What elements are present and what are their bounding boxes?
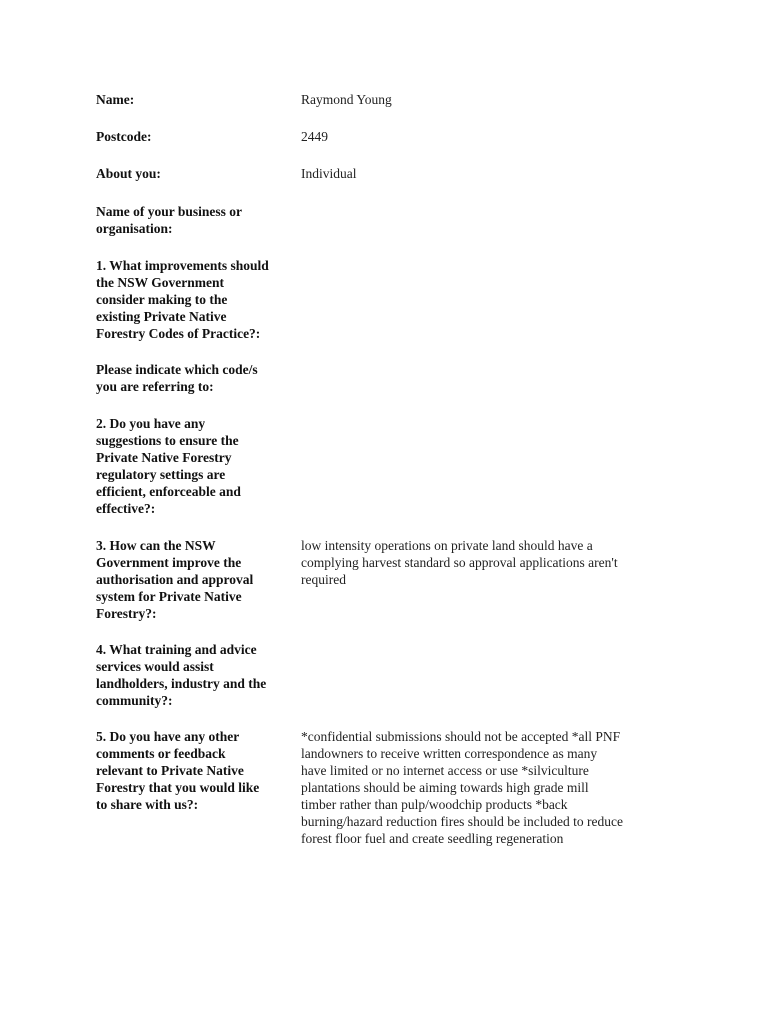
field-label: About you: [96, 166, 161, 181]
field-label: 1. What improvements should the NSW Government consider making to the existing Private Native Forestry Codes of Practice?: [96, 258, 269, 341]
field-label: 3. How can the NSW Government improve the authorisation and approval system for Private Native Forestry?: [96, 538, 254, 621]
field-label: 4. What training and advice services would assist landholders, industry and the community?: [96, 642, 267, 708]
field-value: 2449 [301, 129, 328, 144]
field-label: 5. Do you have any other comments or feedback relevant to Private Native Forestry that you would like to share with us?: [96, 729, 260, 812]
field-label: Name: [96, 92, 135, 107]
field-label: Postcode: [96, 129, 152, 144]
field-label: Please indicate which code/s you are referring to: [96, 362, 258, 394]
field-value: low intensity operations on private land should have a complying harvest standard so approval applications aren't required [301, 538, 618, 587]
field-label: Name of your business or organisation: [96, 204, 243, 236]
field-label: 2. Do you have any suggestions to ensure the Private Native Forestry regulatory settings are efficient, enforceable and effective?: [96, 416, 241, 516]
field-value: Individual [301, 166, 357, 181]
field-value: *confidential submissions should not be accepted *all PNF landowners to receive written correspondence as many have limited or no internet access or use *silviculture plantations should be aiming towards high grade mill timber rather than pulp/woodchip products *back burning/hazard reduction fires should be included to reduce forest floor fuel and create seedling regeneration [301, 729, 624, 846]
field-value: Raymond Young [301, 92, 392, 107]
